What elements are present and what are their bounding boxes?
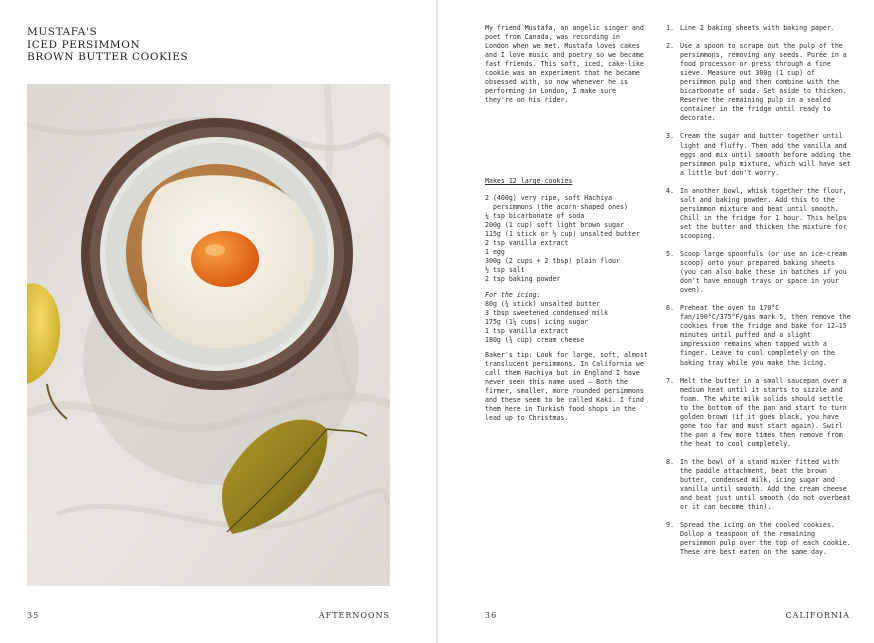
step-text: In the bowl of a stand mixer fitted with the paddle attachment, beat the brown butter, condensed milk, icing sugar and vanilla until smooth. Add the cream cheese and beat just until smooth (do not overbeat or it can become thin). [680, 457, 851, 512]
method-steps [666, 24, 852, 566]
method-step [666, 250, 852, 295]
icing-heading: For the icing: [485, 290, 541, 299]
intro-text: My friend Mustafa, an angelic singer and poet from Canada, was recording in London when we met. Mustafa loves cakes and I love music and poetry so we became fast friends. This soft, iced, cake-like cookie was an experiment that he became obsessed with, so now whenever he is performing in London, I make sure they're on his rider. [485, 24, 644, 105]
title-line-1: MUSTAFA'S [27, 26, 98, 38]
step-text: Cream the sugar and butter together until light and fluffy. Then add the vanilla and eggs and mix until smooth before adding the persimmon pulp mixture, which will have set a little but don't worry. [680, 132, 851, 177]
ingredient-item: 1 egg [485, 248, 505, 257]
method-step [666, 377, 852, 449]
step-number: 6. [666, 304, 674, 313]
ingredient-item: ½ tsp salt [485, 266, 525, 275]
step-text: Scoop large spoonfuls (or use an ice-cream scoop) onto your prepared baking sheets (you can also bake these in batches if you don't have enough trays or space in your oven). [680, 249, 847, 295]
running-head-left: AFTERNOONS [318, 611, 390, 620]
method-step [666, 458, 852, 512]
cookie-photo [27, 84, 390, 586]
step-text: Spread the icing on the cooled cookies. Dollop a teaspoon of the remaining persimmon pulp over the top of each cookie. These are best eaten on the same day. [680, 521, 851, 557]
page-number-right: 36 [485, 611, 498, 620]
icing-ingredient-item: 1 tsp vanilla extract [485, 326, 569, 335]
step-number: 1. [666, 24, 674, 32]
icing-ingredient-item: 3 tbsp sweetened condensed milk [485, 308, 609, 317]
makes-heading: Makes 12 large cookies [485, 177, 573, 185]
icing-ingredient-item: 180g (¾ cup) cream cheese [485, 335, 585, 344]
step-number: 2. [666, 42, 674, 51]
icing-ingredient-item: 175g (1¼ cups) icing sugar [485, 317, 589, 326]
ingredients-section [485, 177, 649, 423]
running-head-right: CALIFORNIA [785, 611, 850, 620]
step-number: 4. [666, 186, 674, 195]
recipe-title [27, 26, 188, 64]
method-step [666, 24, 852, 33]
step-number: 3. [666, 132, 674, 141]
step-number: 7. [666, 376, 674, 385]
title-line-3: BROWN BUTTER COOKIES [27, 51, 189, 63]
ingredient-item: ¼ tsp bicarbonate of soda [485, 212, 585, 221]
step-number: 8. [666, 457, 674, 466]
ingredient-item: 2 tsp vanilla extract [485, 239, 569, 248]
ingredient-item: 200g (1 cup) soft light brown sugar [485, 221, 624, 230]
step-text: Use a spoon to scrape out the pulp of the persimmons, removing any seeds. Purée in a food processor or press through a fine sieve. Measure out 300g (1 cup) of persimmon pulp and then combine with the bicarbonate of soda. Set aside to thicken. Reserve the remaining pulp in a sealed container in the fridge until ready to decorate. [680, 42, 847, 123]
intro-paragraph [485, 24, 647, 105]
page-number-left: 35 [27, 611, 40, 620]
step-text: Line 2 baking sheets with baking paper. [680, 24, 835, 32]
ingredient-item: 2 (400g) very ripe, soft Hachiya persimmons (the acorn-shaped ones) [485, 194, 628, 212]
method-step [666, 521, 852, 557]
bakers-tip: Baker's tip: Look for large, soft, almost translucent persimmons. In California we call them Hachiya but in England I have never seen this name used – Both the firmer, smaller, more rounded persimmons and these seem to be called Kaki. I find them here in Turkish food shops in the lead up to Christmas. [485, 350, 648, 423]
ingredient-item: 2 tsp baking powder [485, 275, 561, 284]
method-step [666, 132, 852, 177]
method-step [666, 42, 852, 123]
step-text: Preheat the oven to 170°C fan/190°C/375°F/gas mark 5, then remove the cookies from the fridge and bake for 12–15 minutes until puffed and a slight impression remains when tapped with a finger. Leave to cool completely on the baking tray while you make the icing. [680, 304, 851, 367]
title-line-2: ICED PERSIMMON [27, 38, 141, 51]
step-text: In another bowl, whisk together the flour, salt and baking powder. Add this to the persimmon mixture and beat until smooth. Chill in the fridge for 1 hour. This helps set the butter and thicken the mixture for scooping. [680, 186, 847, 240]
step-number: 9. [666, 521, 674, 530]
left-page [0, 0, 436, 643]
ingredient-item: 115g (1 stick or ½ cup) unsalted butter [485, 230, 640, 239]
right-page [438, 0, 874, 643]
step-text: Melt the butter in a small saucepan over a medium heat until it starts to sizzle and foam. The white milk solids should settle to the bottom of the pan and start to turn golden brown (if it goes black, you have gone too far and must start again). Swirl the pan a few more times then remove from the heat to cool completely. [680, 376, 847, 448]
method-step [666, 187, 852, 241]
method-step [666, 304, 852, 367]
step-number: 5. [666, 249, 674, 258]
icing-ingredient-item: 80g (¾ stick) unsalted butter [485, 299, 601, 308]
ingredient-item: 300g (2 cups + 2 tbsp) plain flour [485, 257, 620, 266]
